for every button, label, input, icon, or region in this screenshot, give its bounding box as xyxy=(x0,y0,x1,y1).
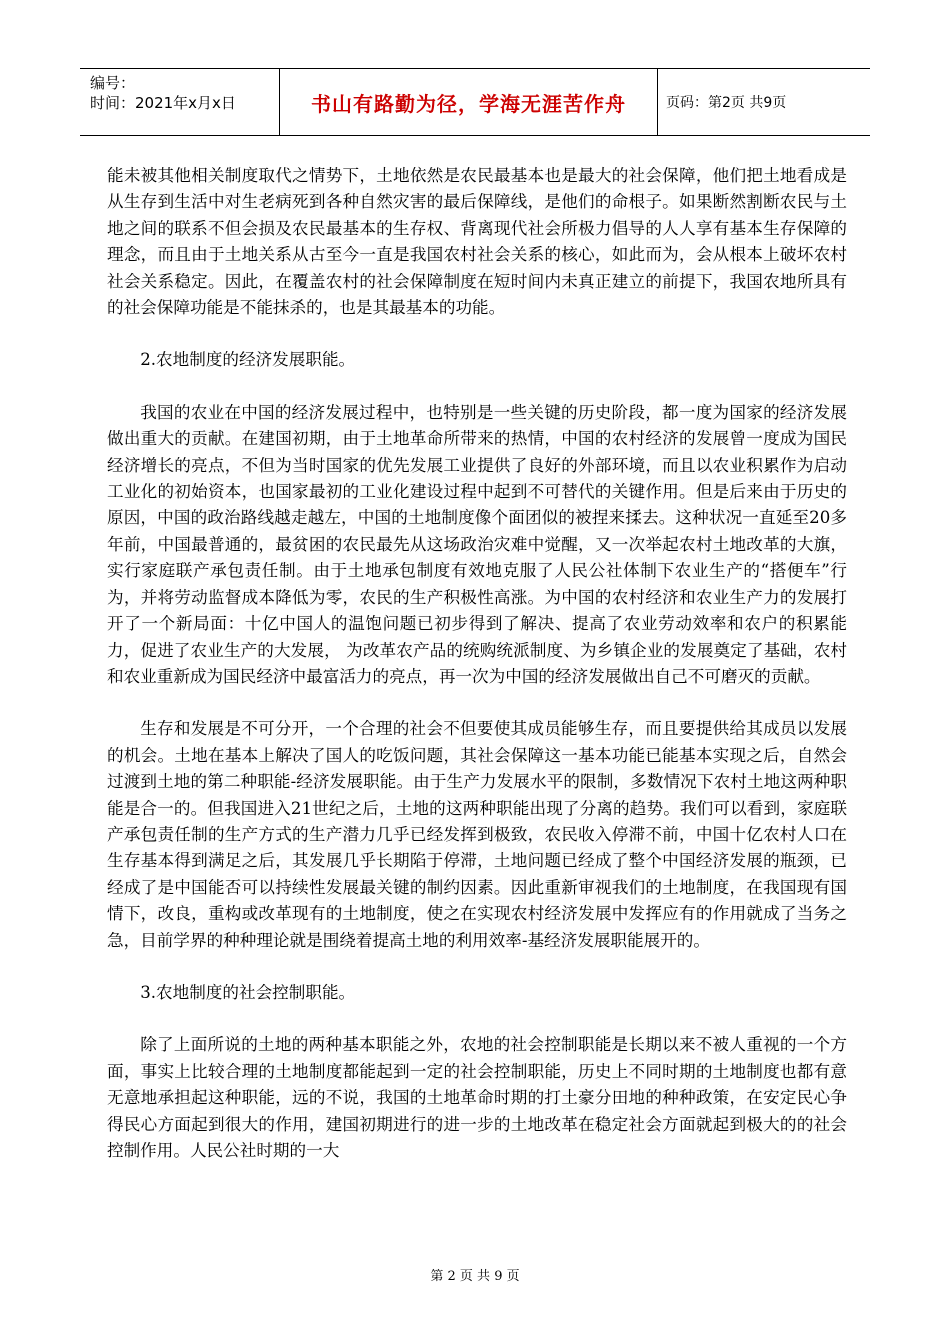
paragraph-social-control: 除了上面所说的土地的两种基本职能之外，农地的社会控制职能是长期以来不被人重视的一个方面，事实上比较合理的土地制度都能起到一定的社会控制职能，历史上不同时期的土地制度也都有意无意地承担起这种职能，远的不说，我国的土地革命时期的打土豪分田地的种种政策，在安定民心争得民心方面起到很大的作用，建国初期进行的进一步的土地改革在稳定社会方面就起到极大的的社会控制作用。人民公社时期的一大 xyxy=(107,1035,847,1160)
document-body xyxy=(107,163,847,1164)
document-number-label: 编号： xyxy=(90,74,136,92)
header-meta xyxy=(80,69,280,135)
paragraph-survival-development: 生存和发展是不可分开，一个合理的社会不但要使其成员能够生存，而且要提供给其成员以发展的机会。土地在基本上解决了国人的吃饭问题，其社会保障这一基本功能已能基本实现之后，自然会过渡到土地的第二种职能-经济发展职能。由于生产力发展水平的限制，多数情况下农村土地这两种职能是合一的。但我国进入21世纪之后，土地的这两种职能出现了分离的趋势。我们可以看到，家庭联产承包责任制的生产方式的生产潜力几乎已经发挥到极致，农民收入停滞不前，中国十亿农村人口在生存基本得到满足之后，其发展几乎长期陷于停滞，土地问题已经成了整个中国经济发展的瓶颈，已经成了是中国能否可以持续性发展最关键的制约因素。因此重新审视我们的土地制度，在我国现有国情下，改良，重构或改革现有的土地制度，使之在实现农村经济发展中发挥应有的作用就成了当务之急，目前学界的种种理论就是围绕着提高土地的利用效率-基经济发展职能展开的。 xyxy=(107,719,847,950)
section-heading-economic-development: 2.农地制度的经济发展职能。 xyxy=(140,350,356,370)
header-page-info: 页码：第2页 共9页 xyxy=(666,95,787,111)
page-footer: 第 2 页 共 9 页 xyxy=(430,1269,520,1284)
section-heading-social-control: 3.农地制度的社会控制职能。 xyxy=(140,982,356,1002)
page-header xyxy=(80,68,870,136)
document-time-label: 时间：2021年x月x日 xyxy=(90,94,236,112)
paragraph-continuation: 能未被其他相关制度取代之情势下，土地依然是农民最基本也是最大的社会保障，他们把土地看成是从生存到生活中对生老病死到各种自然灾害的最后保障线，是他们的命根子。如果断然割断农民与土地之间的联系不但会损及农民最基本的生存权、背离现代社会所极力倡导的人人享有基本生存保障的理念，而且由于土地关系从古至今一直是我国农村社会关系的核心，如此而为，会从根本上破坏农村社会关系稳定。因此，在覆盖农村的社会保障制度在短时间内未真正建立的前提下，我国农地所具有的社会保障功能是不能抹杀的，也是其最基本的功能。 xyxy=(107,166,847,318)
paragraph-economic-contribution: 我国的农业在中国的经济发展过程中，也特别是一些关键的历史阶段，都一度为国家的经济发展做出重大的贡献。在建国初期，由于土地革命所带来的热情，中国的农村经济的发展曾一度成为国民经济增长的亮点，不但为当时国家的优先发展工业提供了良好的外部环境，而且以农业积累作为启动工业化的初始资本，也国家最初的工业化建设过程中起到不可替代的关键作用。但是后来由于历史的原因，中国的政治路线越走越左，中国的土地制度像个面团似的被捏来揉去。这种状况一直延至20多年前，中国最普通的，最贫困的农民最先从这场政治灾难中觉醒，又一次举起农村土地改革的大旗，实行家庭联产承包责任制。由于土地承包制度有效地克服了人民公社体制下农业生产的“搭便车”行为，并将劳动监督成本降低为零，农民的生产积极性高涨。为中国的农村经济和农业生产力的发展打开了一个新局面：十亿中国人的温饱问题已初步得到了解决、提高了农业劳动效率和农户的积累能力，促进了农业生产的大发展， 为改革农产品的统购统派制度、为乡镇企业的发展奠定了基础，农村和农业重新成为国民经济中最富活力的亮点，再一次为中国的经济发展做出自己不可磨灭的贡献。 xyxy=(107,402,847,686)
header-motto: 书山有路勤为径，学海无涯苦作舟 xyxy=(280,69,658,135)
